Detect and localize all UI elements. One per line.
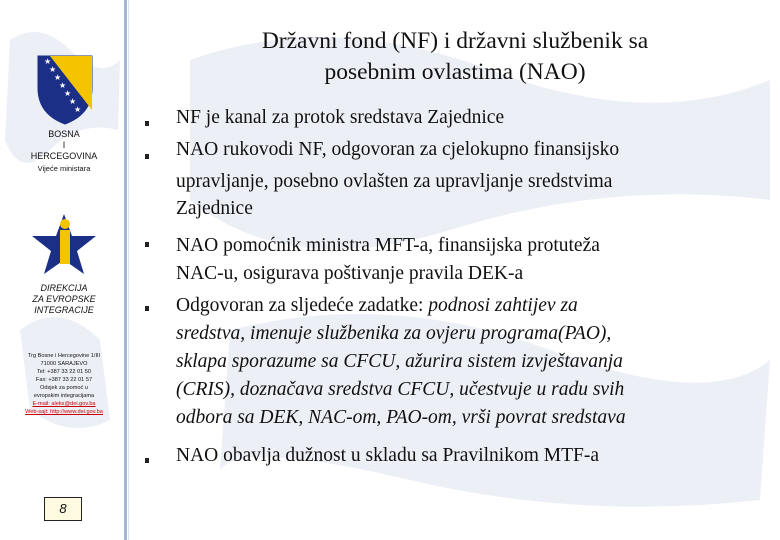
svg-text:★: ★ [69,97,77,106]
slide-title-line1: Državni fond (NF) i državni službenik sa [261,28,649,54]
svg-text:★: ★ [49,65,57,74]
bullet-line-6: NAC-u, osigurava poštivanje pravila DEK-a [176,263,524,284]
bullet-line-10: (CRIS), doznačava sredstva CFCU, učestvuje u radu svih [176,379,625,400]
contact-phone: Tel: +387 33 22 01 50 [37,369,91,375]
contact-address: Trg Bosne i Hercegovine 1/III [27,353,101,359]
svg-text:★: ★ [59,81,67,90]
contact-city: 71000 SARAJEVO [40,361,88,367]
bullet-line-5: NAO pomoćnik ministra MFT-a, finansijska protuteža [176,235,600,256]
country-name-line2: I [62,140,66,150]
svg-text:★: ★ [44,57,52,66]
directorate-line1: DIREKCIJA [40,283,88,293]
slide-title-line2: posebnim ovlastima (NAO) [324,59,586,85]
page-number: 8 [44,497,82,521]
contact-fax: Fax: +387 33 22 01 57 [35,377,93,383]
bullet-line-1: NF je kanal za protok sredstava Zajednice [176,107,505,128]
country-name-line1: BOSNA [48,129,80,139]
bullet-line-4: Zajednice [176,198,253,219]
bullet-line-9: sklapa sporazume sa CFCU, ažurira sistem izvještavanja [176,351,623,372]
bullet-line-7 [176,294,578,318]
contact-department-line2: evropskim integracijama [33,393,95,399]
bullet-square-icon [145,306,149,311]
contact-website-link[interactable]: Web-sajt: http://www.dei.gov.ba [25,409,103,415]
bullet-square-icon [145,458,149,463]
bullet-square-icon [145,154,149,159]
contact-department-line1: Odsjek za pomoć u [40,385,88,391]
sidebar-divider-thin [128,0,129,540]
svg-text:★: ★ [54,73,62,82]
sidebar-divider [124,0,127,540]
bullet-line-7-lead: Odgovoran za sljedeće zadatke: [176,295,429,316]
svg-text:★: ★ [64,89,72,98]
bullet-line-3: upravljanje, posebno ovlašten za upravljanje sredstvima [176,171,613,192]
coat-of-arms-icon [36,54,94,126]
bullet-line-7-italic: podnosi zahtijev za [428,295,578,316]
directorate-line2: ZA EVROPSKE [32,294,96,304]
council-label: Vijeće ministara [37,164,91,173]
svg-text:★: ★ [74,105,82,114]
bullet-line-12: NAO obavlja dužnost u skladu sa Pravilnikom MTF-a [176,445,599,466]
country-name-line3: HERCEGOVINA [30,151,98,161]
bullet-line-11: odbora sa DEK, NAC-om, PAO-om, vrši povrat sredstava [176,407,626,428]
bullet-square-icon [145,121,149,126]
sidebar [0,0,124,540]
contact-email-link[interactable]: E-mail: aleks@dei.gov.ba [32,401,96,407]
bullet-line-8: sredstva, imenuje službenika za ovjeru programa(PAO), [176,323,612,344]
bullet-square-icon [145,242,149,247]
bullet-line-2: NAO rukovodi NF, odgovoran za cjelokupno finansijsko [176,139,620,160]
directorate-line3: INTEGRACIJE [34,305,94,315]
dei-star-logo-icon [30,212,98,278]
